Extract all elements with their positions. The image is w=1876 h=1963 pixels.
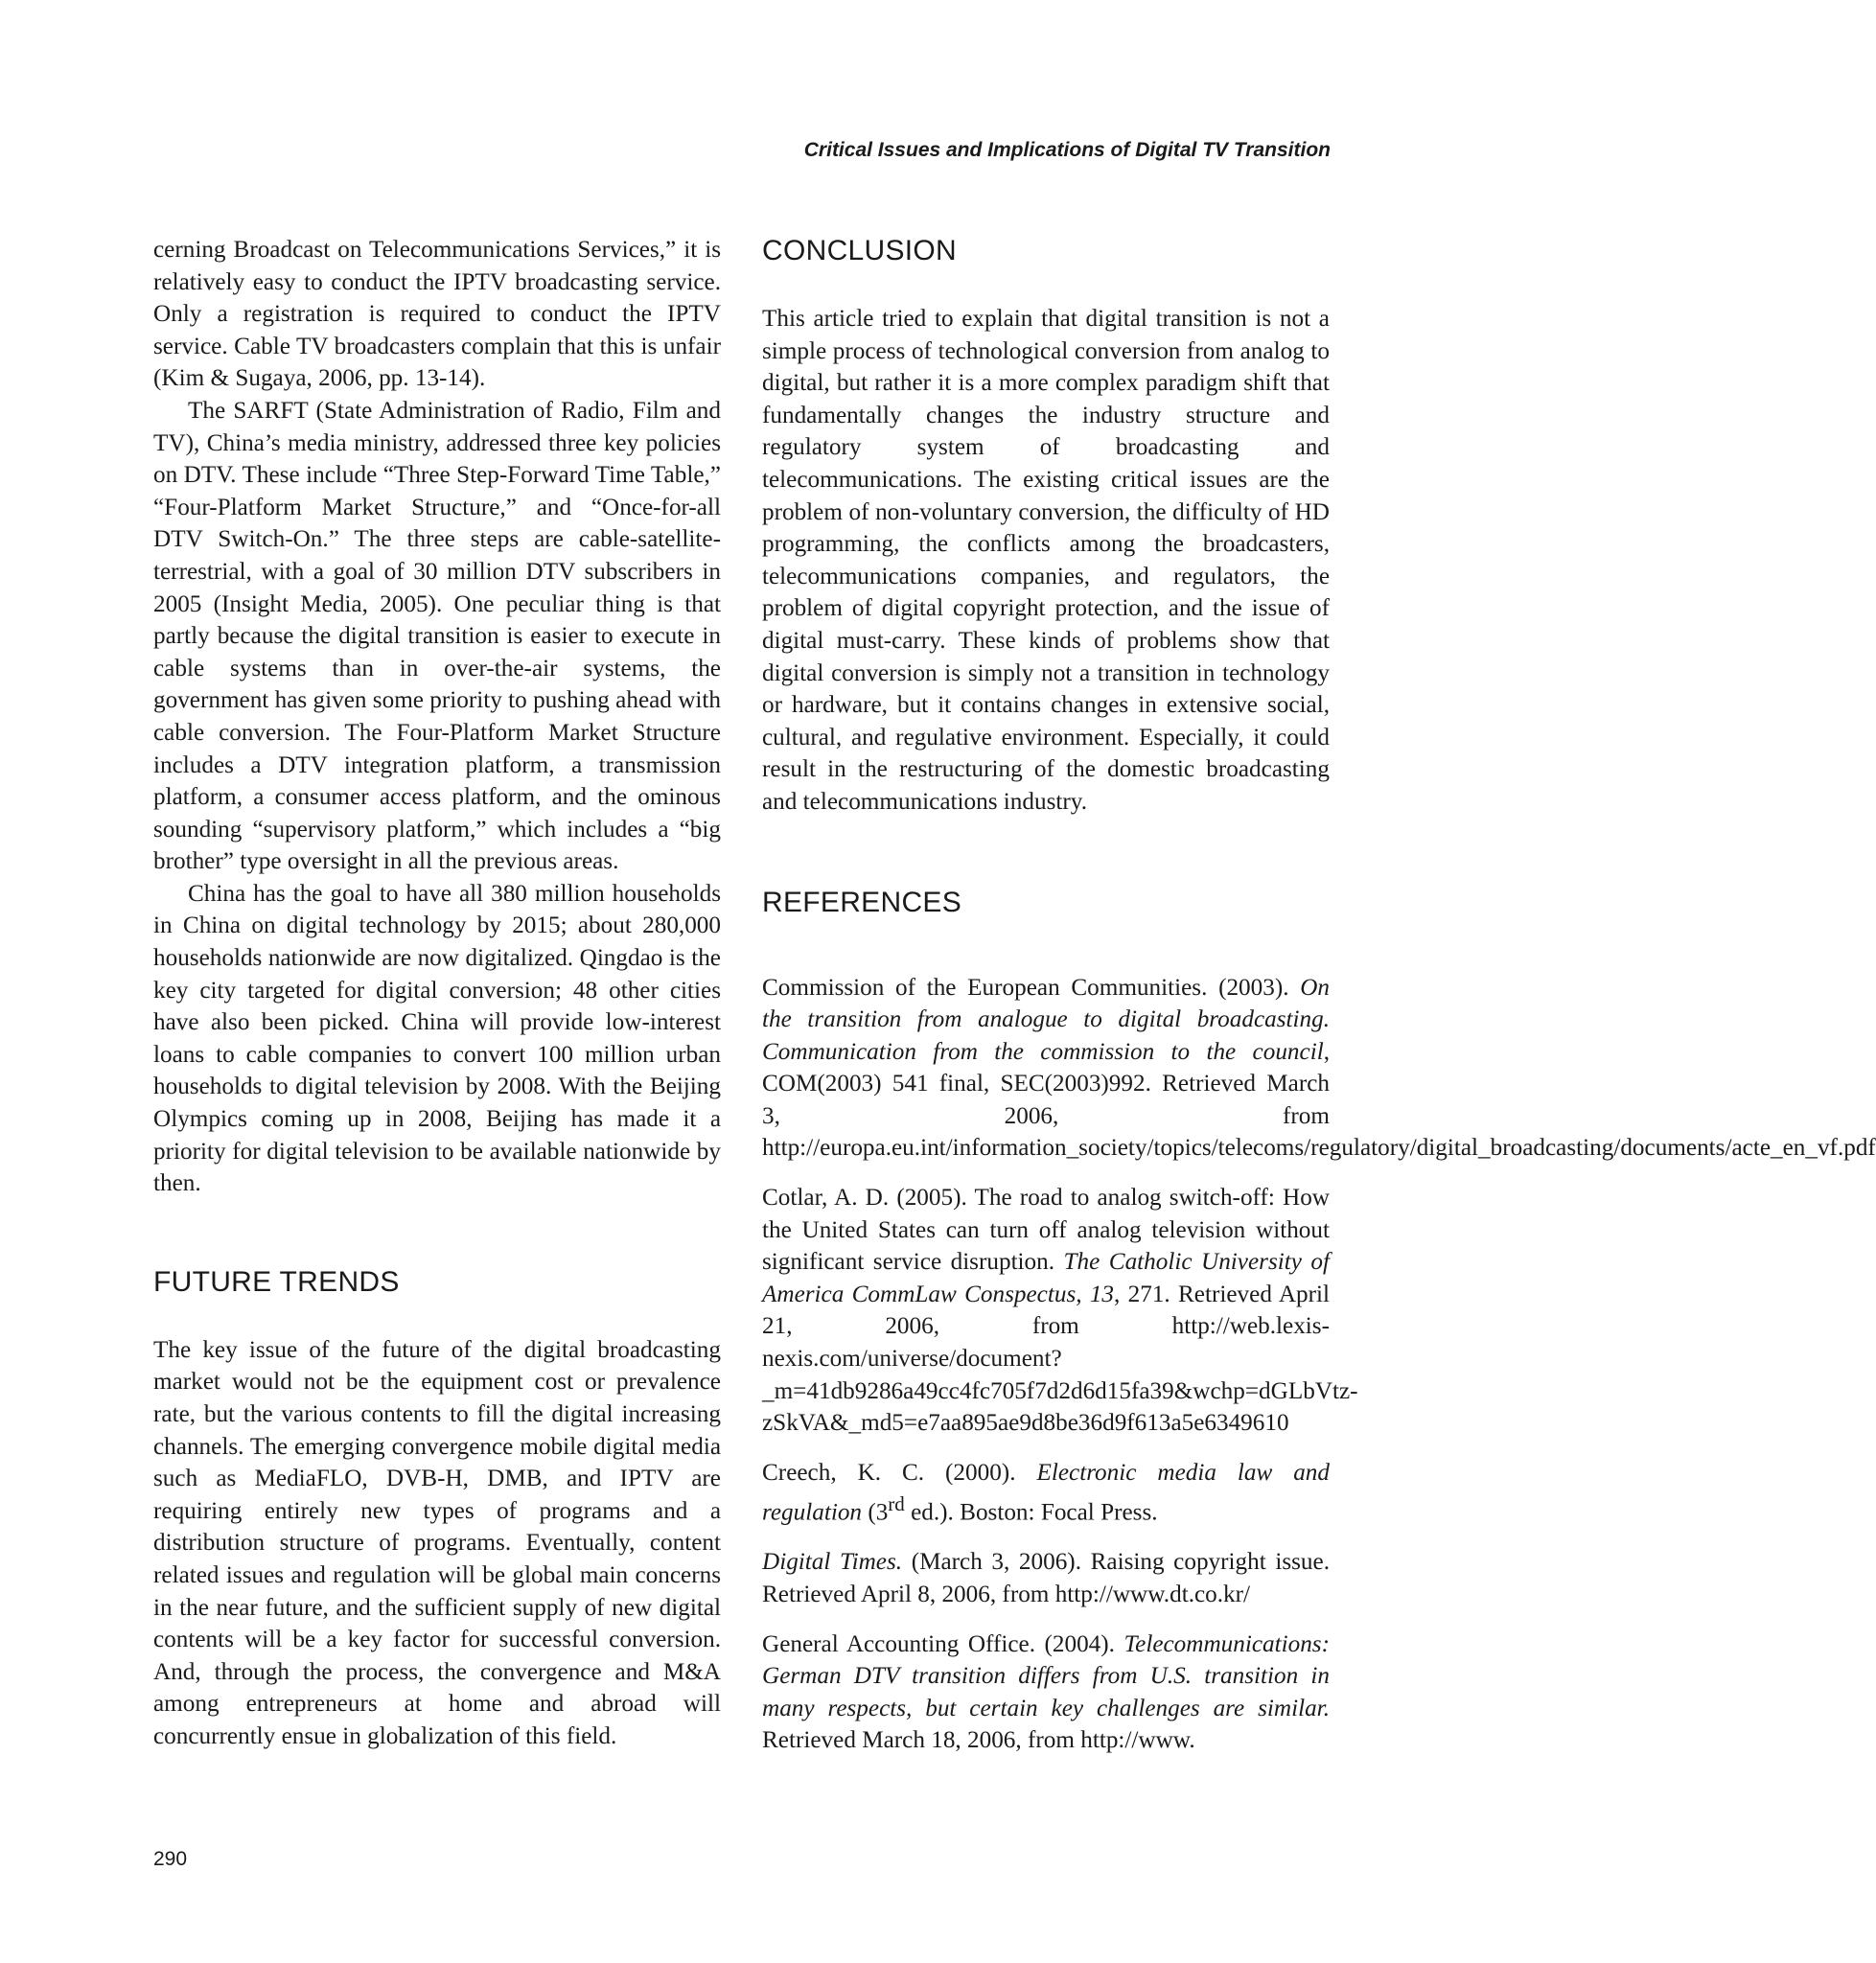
- reference-text: General Accounting Office. (2004).: [762, 1630, 1124, 1657]
- paragraph-china-goal: China has the goal to have all 380 million households in China on digital technology by 2015; about 280,000 households nationwide are now digitalized. Qingdao is the key city targeted for digital conversion; 48 other cities have also been picked. China will provide low-interest loans to cable companies to convert 100 million urban households to digital television by 2008. With the Beijing Olympics coming up in 2008, Beijing has made it a priority for digital television to be available nationwide by then.: [153, 880, 721, 1197]
- reference-title: Digital Times.: [762, 1549, 903, 1576]
- page-number: 290: [153, 1848, 188, 1870]
- reference-item: [762, 1182, 1358, 1440]
- reference-text: Cotlar, A. D. (2005). The road to analog switch-off: How the United States can turn off analog television without significant service disruption.: [762, 1185, 1330, 1276]
- reference-text: ed.). Boston: Focal Press.: [904, 1499, 1158, 1526]
- reference-item: [762, 1628, 1330, 1757]
- running-title: Critical Issues and Implications of Digital TV Transition: [803, 139, 1331, 161]
- left-column: [153, 234, 721, 1753]
- paragraph-future-trends: The key issue of the future of the digital broadcasting market would not be the equipment cost or prevalence rate, but the various contents to fill the digital increasing channels. The emerging convergence mobile digital media such as MediaFLO, DVB-H, DMB, and IPTV are requiring entirely new types of programs and a distribution structure of programs. Eventually, content related issues and regulation will be global main concerns in the near future, and the sufficient supply of new digital contents will be a key factor for successful conversion. And, through the process, the convergence and M&A among entrepreneurs at home and abroad will concurrently ensue in globalization of this field.: [153, 1336, 721, 1749]
- paragraph-conclusion: This article tried to explain that digital transition is not a simple process of technological conversion from analog to digital, but rather it is a more complex paradigm shift that fundamentally changes the industry structure and regulatory system of broadcasting and telecommunications. The existing critical issues are the problem of non-voluntary conversion, the difficulty of HD programming, the conflicts among the broadcasters, telecommunications companies, and regulators, the problem of digital copyright protection, and the issue of digital must-carry. These kinds of problems show that digital conversion is simply not a transition in technology or hardware, but it contains changes in extensive social, cultural, and regulative environment. Especially, it could result in the restructuring of the domestic broadcasting and telecommunications industry.: [762, 306, 1330, 815]
- reference-text: Creech, K. C. (2000).: [762, 1459, 1037, 1486]
- reference-title: On the transition from analogue to digital broadcasting. Communication from the commission to the council: [762, 974, 1330, 1065]
- reference-title: Electronic media law and regulation: [762, 1459, 1330, 1526]
- heading-conclusion: CONCLUSION: [762, 235, 958, 266]
- reference-superscript: rd: [888, 1492, 905, 1516]
- reference-text: Retrieved March 18, 2006, from http://www.: [762, 1727, 1195, 1754]
- reference-text: (March 3, 2006). Raising copyright issue. Retrieved April 8, 2006, from http://www.dt.co.kr/: [762, 1549, 1331, 1607]
- reference-text: , 271. Retrieved April 21, 2006, from http://web.lexis-nexis.com/universe/document?_m=41db9286a49cc4fc705f7d2d6d15fa39&wchp=dGLbVtz-zSkVA&_md5=e7aa895ae9d8be36d9f613a5e6349610: [762, 1281, 1358, 1437]
- heading-future-trends: FUTURE TRENDS: [153, 1265, 400, 1298]
- right-column: [762, 234, 1876, 1774]
- reference-item: [762, 972, 1876, 1166]
- reference-text: (3: [862, 1499, 889, 1526]
- reference-title: The Catholic University of America CommLaw Conspectus, 13: [762, 1249, 1331, 1307]
- paragraph-iptv: cerning Broadcast on Telecommunications Services,” it is relatively easy to conduct the IPTV broadcasting service. Only a registration is required to conduct the IPTV service. Cable TV broadcasters complain that this is unfair (Kim & Sugaya, 2006, pp. 13-14).: [153, 237, 721, 392]
- reference-item: [762, 1457, 1330, 1530]
- reference-text: , COM(2003) 541 final, SEC(2003)992. Retrieved March 3, 2006, from http://europa.eu.int/information_society/topics/telecoms/regulatory/digital_broadcasting/documents/acte_en_vf.pdf: [762, 1038, 1876, 1162]
- reference-text: Commission of the European Communities. (2003).: [762, 974, 1301, 1001]
- reference-item: [762, 1546, 1330, 1610]
- heading-references: REFERENCES: [762, 886, 962, 918]
- paragraph-sarft: The SARFT (State Administration of Radio, Film and TV), China’s media ministry, addressed three key policies on DTV. These include “Three Step-Forward Time Table,” “Four-Platform Market Structure,” and “Once-for-all DTV Switch-On.” The three steps are cable-satellite-terrestrial, with a goal of 30 million DTV subscribers in 2005 (Insight Media, 2005). One peculiar thing is that partly because the digital transition is easier to execute in cable systems than in over-the-air systems, the government has given some priority to pushing ahead with cable conversion. The Four-Platform Market Structure includes a DTV integration platform, a transmission platform, a consumer access platform, and the ominous sounding “supervisory platform,” which includes a “big brother” type oversight in all the previous areas.: [153, 397, 721, 875]
- reference-title: Telecommunications: German DTV transition differs from U.S. transition in many respects, but certain key challenges are similar.: [762, 1630, 1330, 1721]
